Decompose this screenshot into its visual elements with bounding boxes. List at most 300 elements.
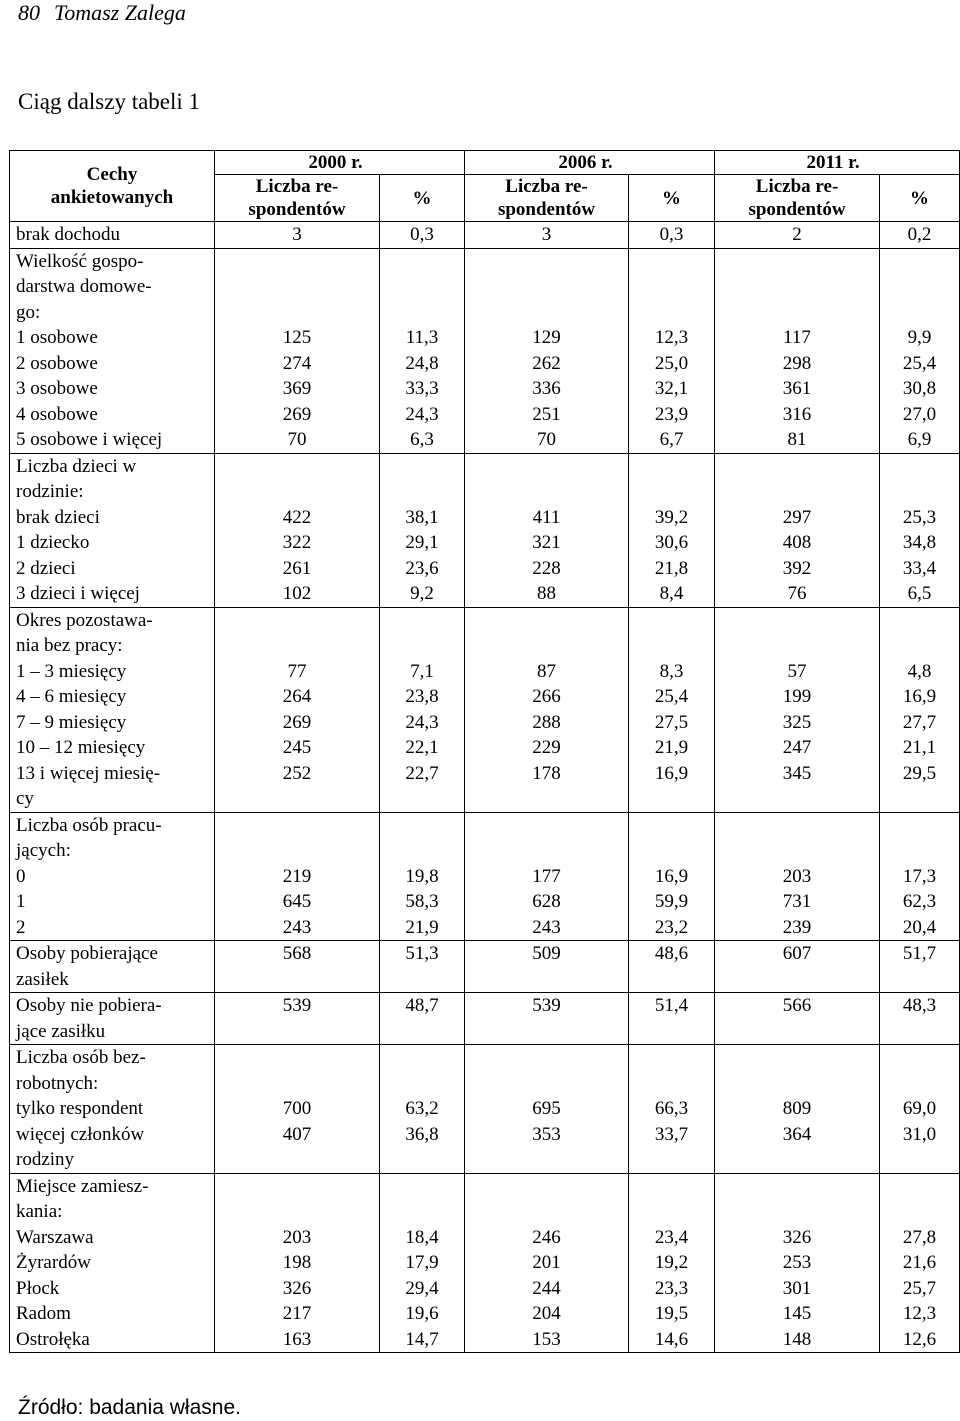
value: 251 <box>532 403 561 425</box>
spacer <box>386 249 458 275</box>
row-label: 1 osobowe <box>16 327 98 348</box>
row-label: 0 <box>16 865 26 887</box>
table-row-group <box>10 222 960 249</box>
value: 12,6 <box>902 1328 937 1350</box>
value: 81 <box>787 429 807 450</box>
value: 70 <box>287 429 307 450</box>
percent-value-cell <box>629 812 715 941</box>
spacer <box>635 1174 708 1200</box>
spacer <box>886 608 953 634</box>
spacer <box>635 1147 708 1173</box>
value: 38,1 <box>405 506 439 528</box>
value: 20,4 <box>902 916 937 938</box>
value: 361 <box>782 378 812 399</box>
value: 6,5 <box>907 583 932 604</box>
value: 264 <box>282 686 312 707</box>
row-label: 3 dzieci i więcej <box>16 583 140 604</box>
value: 12,3 <box>654 327 689 348</box>
percent-value-cell <box>629 1173 715 1353</box>
value: 22,7 <box>405 762 439 784</box>
value: 7,1 <box>410 660 434 682</box>
spacer <box>635 479 708 505</box>
spacer <box>221 1019 373 1045</box>
value: 19,6 <box>405 1303 439 1324</box>
spacer <box>386 838 458 864</box>
count-value-cell <box>465 248 629 453</box>
spacer <box>386 454 458 480</box>
count-value-cell <box>215 453 380 607</box>
spacer <box>221 300 373 326</box>
value: 23,6 <box>405 557 439 579</box>
value: 9,9 <box>907 327 932 348</box>
spacer <box>471 608 622 634</box>
value: 0,2 <box>907 224 932 245</box>
value: 322 <box>282 532 312 553</box>
row-label: 1 – 3 miesięcy <box>16 660 127 682</box>
value: 16,9 <box>902 686 937 707</box>
row-label: 2 osobowe <box>16 352 98 374</box>
row-label-cell <box>10 453 215 607</box>
value: 9,2 <box>410 583 434 604</box>
spacer <box>721 967 873 993</box>
value: 21,6 <box>902 1252 937 1273</box>
value: 25,4 <box>902 352 937 374</box>
table-row-group <box>10 1045 960 1174</box>
value: 269 <box>282 711 312 733</box>
value: 24,3 <box>405 711 439 733</box>
spacer <box>471 1174 622 1200</box>
value: 25,0 <box>654 352 689 374</box>
spacer <box>221 1147 373 1173</box>
row-label: 2 <box>16 916 26 938</box>
spacer <box>221 274 373 300</box>
year-2000-header: 2000 r. <box>215 151 465 175</box>
group-heading-line: Liczba osób pracu- <box>16 814 162 836</box>
spacer <box>721 1174 873 1200</box>
value: 301 <box>782 1277 812 1299</box>
value: 117 <box>783 327 811 348</box>
spacer <box>886 1019 953 1045</box>
spacer <box>471 300 622 326</box>
group-heading-line: rodzinie: <box>16 481 84 502</box>
data-table <box>9 150 960 1353</box>
row-label-cell <box>10 222 215 249</box>
value: 8,3 <box>659 660 684 682</box>
value: 22,1 <box>405 737 439 758</box>
value: 29,4 <box>405 1277 439 1299</box>
value: 59,9 <box>654 891 689 912</box>
spacer <box>386 300 458 326</box>
row-label: 10 – 12 miesięcy <box>16 737 146 758</box>
value: 0,3 <box>659 224 684 245</box>
count-value-cell <box>465 1045 629 1174</box>
spacer <box>886 838 953 864</box>
value: 645 <box>282 891 312 912</box>
table-row-group <box>10 1173 960 1353</box>
spacer <box>221 1045 373 1071</box>
spacer <box>471 1199 622 1225</box>
value: 269 <box>282 403 312 425</box>
value: 274 <box>282 352 312 374</box>
value: 199 <box>782 686 812 707</box>
spacer <box>471 633 622 659</box>
value: 245 <box>282 737 312 758</box>
value: 88 <box>537 583 557 604</box>
value: 102 <box>282 583 312 604</box>
spacer <box>386 1174 458 1200</box>
spacer <box>721 1019 873 1045</box>
group-heading-line: darstwa domowe- <box>16 276 152 297</box>
spacer <box>221 838 373 864</box>
spacer <box>471 813 622 839</box>
value: 21,8 <box>654 557 689 579</box>
row-label: cy <box>16 788 34 809</box>
percent-value-cell <box>880 453 960 607</box>
row-label-cell <box>10 1045 215 1174</box>
row-label: Żyrardów <box>16 1252 91 1273</box>
spacer <box>721 1071 873 1097</box>
group-heading-line: Liczba dzieci w <box>16 455 137 477</box>
value: 12,3 <box>902 1303 937 1324</box>
spacer <box>386 274 458 300</box>
percent-value-cell <box>380 607 465 812</box>
value: 153 <box>532 1328 561 1350</box>
value: 39,2 <box>654 506 689 528</box>
spacer <box>886 249 953 275</box>
value: 243 <box>282 916 312 938</box>
year-2011-header: 2011 r. <box>715 151 960 175</box>
value: 29,1 <box>405 532 439 553</box>
group-heading-line: kania: <box>16 1201 63 1222</box>
spacer <box>471 249 622 275</box>
spacer <box>471 1045 622 1071</box>
value: 23,2 <box>654 916 689 938</box>
spacer <box>886 1199 953 1225</box>
value: 66,3 <box>654 1098 689 1119</box>
value: 32,1 <box>654 378 689 399</box>
value: 51,7 <box>902 943 937 964</box>
value: 23,8 <box>405 686 439 707</box>
value: 24,3 <box>405 403 439 425</box>
percent-value-cell <box>380 941 465 993</box>
value: 204 <box>532 1303 561 1324</box>
spacer <box>721 813 873 839</box>
spacer <box>471 274 622 300</box>
value: 70 <box>537 429 557 450</box>
year-header-row <box>10 151 960 175</box>
spacer <box>635 633 708 659</box>
value: 16,9 <box>654 762 689 784</box>
value: 408 <box>782 532 812 553</box>
value: 30,6 <box>654 532 689 553</box>
spacer <box>221 454 373 480</box>
value: 23,9 <box>654 403 689 425</box>
value: 69,0 <box>902 1098 937 1119</box>
count-value-cell <box>715 607 880 812</box>
value: 288 <box>532 711 561 733</box>
spacer <box>386 1045 458 1071</box>
spacer <box>635 838 708 864</box>
count-value-cell <box>215 993 380 1045</box>
count-value-cell <box>465 941 629 993</box>
value: 203 <box>282 1226 312 1248</box>
percent-value-cell <box>880 941 960 993</box>
row-label-cell <box>10 248 215 453</box>
value: 163 <box>282 1328 312 1350</box>
spacer <box>635 300 708 326</box>
value: 48,3 <box>902 995 937 1016</box>
value: 177 <box>532 865 561 887</box>
spacer <box>386 633 458 659</box>
row-label: jące zasiłku <box>16 1020 106 1042</box>
spacer <box>386 1019 458 1045</box>
value: 14,7 <box>405 1328 439 1350</box>
spacer <box>635 813 708 839</box>
value: 407 <box>282 1123 312 1145</box>
spacer <box>386 1147 458 1173</box>
table-row-group <box>10 453 960 607</box>
count-value-cell <box>715 222 880 249</box>
value: 19,5 <box>654 1303 689 1324</box>
spacer <box>471 454 622 480</box>
value: 87 <box>537 660 557 682</box>
spacer <box>386 786 458 812</box>
spacer <box>721 633 873 659</box>
value: 33,3 <box>405 378 439 399</box>
spacer <box>886 786 953 812</box>
value: 51,3 <box>405 943 439 964</box>
count-value-cell <box>465 222 629 249</box>
row-label: rodziny <box>16 1149 75 1170</box>
value: 700 <box>282 1098 312 1119</box>
table-row-group <box>10 812 960 941</box>
count-value-cell <box>465 1173 629 1353</box>
value: 14,6 <box>654 1328 689 1350</box>
percent-value-cell <box>629 941 715 993</box>
row-label: Ostrołęka <box>16 1328 90 1350</box>
spacer <box>471 479 622 505</box>
count-value-cell <box>215 1045 380 1174</box>
row-label-cell <box>10 941 215 993</box>
value: 326 <box>282 1277 312 1299</box>
value: 25,3 <box>902 506 937 528</box>
spacer <box>221 786 373 812</box>
row-label-cell <box>10 1173 215 1353</box>
group-heading-line: go: <box>16 301 41 323</box>
percent-value-cell <box>380 222 465 249</box>
spacer <box>635 454 708 480</box>
row-label: 1 dziecko <box>16 532 90 553</box>
row-header-label: Cechy ankietowanych <box>10 151 215 222</box>
count-column-header: Liczba re- spondentów <box>215 175 380 222</box>
value: 76 <box>787 583 807 604</box>
table-row-group <box>10 607 960 812</box>
count-value-cell <box>465 607 629 812</box>
value: 36,8 <box>405 1123 439 1145</box>
group-heading-line: robotnych: <box>16 1072 99 1094</box>
spacer <box>221 967 373 993</box>
group-heading-line: jących: <box>16 840 71 861</box>
spacer <box>721 479 873 505</box>
year-2006-header: 2006 r. <box>465 151 715 175</box>
value: 219 <box>282 865 312 887</box>
value: 57 <box>787 660 807 682</box>
value: 3 <box>292 224 302 245</box>
value: 266 <box>532 686 561 707</box>
spacer <box>471 838 622 864</box>
value: 21,1 <box>902 737 937 758</box>
value: 239 <box>782 916 812 938</box>
spacer <box>886 454 953 480</box>
value: 539 <box>532 995 561 1016</box>
spacer <box>471 1147 622 1173</box>
value: 23,4 <box>654 1226 689 1248</box>
spacer <box>886 1071 953 1097</box>
table-row-group <box>10 941 960 993</box>
row-label: Płock <box>16 1277 60 1299</box>
count-value-cell <box>215 248 380 453</box>
count-value-cell <box>215 222 380 249</box>
spacer <box>721 838 873 864</box>
value: 321 <box>532 532 561 553</box>
percent-value-cell <box>880 248 960 453</box>
percent-column-header: % <box>629 175 715 222</box>
percent-value-cell <box>880 1173 960 1353</box>
value: 247 <box>782 737 812 758</box>
table-body <box>10 222 960 1353</box>
row-label: 7 – 9 miesięcy <box>16 711 127 733</box>
value: 17,9 <box>405 1252 439 1273</box>
row-label: 3 osobowe <box>16 378 98 399</box>
group-heading-line: Miejsce zamiesz- <box>16 1175 149 1197</box>
percent-value-cell <box>380 1173 465 1353</box>
value: 58,3 <box>405 891 439 912</box>
row-label: brak dzieci <box>16 506 100 528</box>
value: 25,7 <box>902 1277 937 1299</box>
value: 364 <box>782 1123 812 1145</box>
value: 23,3 <box>654 1277 689 1299</box>
count-value-cell <box>215 607 380 812</box>
count-column-header: Liczba re- spondentów <box>465 175 629 222</box>
value: 25,4 <box>654 686 689 707</box>
spacer <box>471 1071 622 1097</box>
running-head <box>18 0 186 26</box>
count-value-cell <box>715 993 880 1045</box>
value: 27,5 <box>654 711 689 733</box>
group-heading-line: Wielkość gospo- <box>16 250 144 272</box>
value: 203 <box>782 865 812 887</box>
value: 509 <box>532 943 561 964</box>
spacer <box>635 608 708 634</box>
count-value-cell <box>715 248 880 453</box>
spacer <box>221 479 373 505</box>
spacer <box>635 967 708 993</box>
percent-column-header: % <box>380 175 465 222</box>
value: 325 <box>782 711 812 733</box>
percent-value-cell <box>880 222 960 249</box>
table-row-group <box>10 248 960 453</box>
value: 33,7 <box>654 1123 689 1145</box>
spacer <box>721 274 873 300</box>
percent-value-cell <box>629 1045 715 1174</box>
spacer <box>471 967 622 993</box>
value: 539 <box>282 995 312 1016</box>
spacer <box>221 1071 373 1097</box>
spacer <box>386 967 458 993</box>
table-row-group <box>10 993 960 1045</box>
value: 178 <box>532 762 561 784</box>
value: 731 <box>782 891 812 912</box>
value: 198 <box>282 1252 312 1273</box>
count-value-cell <box>465 812 629 941</box>
spacer <box>471 1019 622 1045</box>
value: 345 <box>782 762 812 784</box>
row-label: więcej członków <box>16 1123 145 1145</box>
row-label: 4 osobowe <box>16 403 98 425</box>
spacer <box>221 813 373 839</box>
value: 27,0 <box>902 403 937 425</box>
row-label: 5 osobowe i więcej <box>16 429 163 450</box>
spacer <box>886 967 953 993</box>
value: 145 <box>782 1303 812 1324</box>
spacer <box>886 813 953 839</box>
value: 6,9 <box>907 429 932 450</box>
spacer <box>635 1071 708 1097</box>
value: 18,4 <box>405 1226 439 1248</box>
group-heading-line: Okres pozostawa- <box>16 609 153 631</box>
spacer <box>886 1045 953 1071</box>
value: 298 <box>782 352 812 374</box>
count-value-cell <box>465 453 629 607</box>
value: 17,3 <box>902 865 937 887</box>
spacer <box>886 479 953 505</box>
value: 16,9 <box>654 865 689 887</box>
spacer <box>221 608 373 634</box>
value: 228 <box>532 557 561 579</box>
value: 125 <box>282 327 312 348</box>
value: 369 <box>282 378 312 399</box>
count-value-cell <box>715 453 880 607</box>
value: 353 <box>532 1123 561 1145</box>
percent-value-cell <box>380 248 465 453</box>
count-value-cell <box>215 941 380 993</box>
percent-value-cell <box>629 248 715 453</box>
row-label: Osoby nie pobiera- <box>16 995 162 1016</box>
value: 63,2 <box>405 1098 439 1119</box>
spacer <box>721 1045 873 1071</box>
value: 29,5 <box>902 762 937 784</box>
spacer <box>635 249 708 275</box>
table-caption: Ciąg dalszy tabeli 1 <box>18 89 201 114</box>
value: 6,3 <box>410 429 434 450</box>
row-label: Osoby pobierające <box>16 943 158 964</box>
percent-value-cell <box>380 993 465 1045</box>
value: 201 <box>532 1252 561 1273</box>
value: 4,8 <box>907 660 932 682</box>
count-value-cell <box>215 1173 380 1353</box>
percent-value-cell <box>880 812 960 941</box>
percent-value-cell <box>380 1045 465 1174</box>
count-value-cell <box>715 1045 880 1174</box>
count-value-cell <box>715 812 880 941</box>
value: 24,8 <box>405 352 439 374</box>
value: 695 <box>532 1098 561 1119</box>
row-label-cell <box>10 993 215 1045</box>
count-column-header: Liczba re- spondentów <box>715 175 880 222</box>
value: 129 <box>532 327 561 348</box>
percent-value-cell <box>629 993 715 1045</box>
value: 246 <box>532 1226 561 1248</box>
